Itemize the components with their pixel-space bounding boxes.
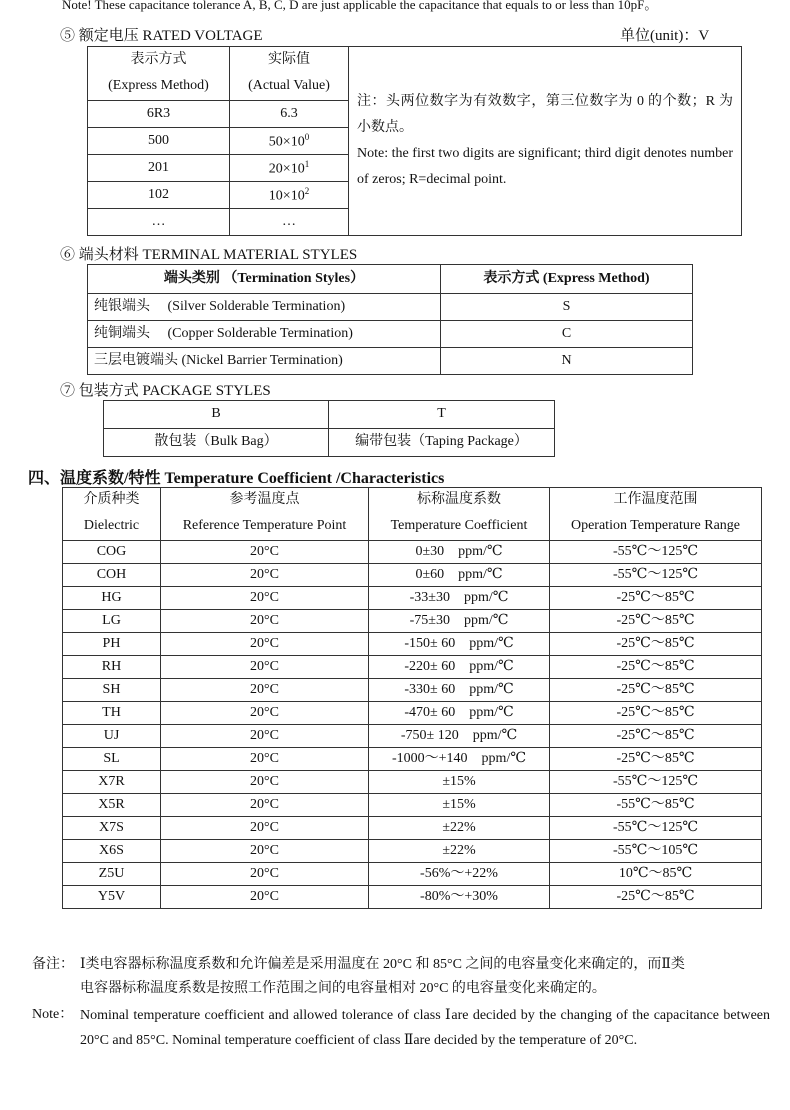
table-header-row — [63, 488, 762, 541]
package-title: ⑦ 包装方式 PACKAGE STYLES — [60, 383, 271, 399]
temp-header — [369, 488, 550, 541]
table-header-row — [88, 47, 742, 101]
table-row — [63, 610, 762, 633]
temperature-coefficient: ±22% — [369, 840, 550, 863]
reference-temperature: 20°C — [161, 794, 369, 817]
header-line: 实际值 — [268, 51, 310, 67]
dielectric: X5R — [63, 794, 161, 817]
header-line: Reference Temperature Point — [182, 518, 347, 533]
value-exponent: 2 — [304, 185, 310, 196]
temperature-coefficient: 0±60 ppm/℃ — [369, 564, 550, 587]
header-line: Dielectric — [83, 518, 140, 533]
express-code: N — [441, 348, 693, 375]
actual-value — [230, 182, 349, 209]
terminal-table — [87, 264, 693, 375]
termination-style: 纯铜端头 (Copper Solderable Termination) — [88, 321, 441, 348]
temperature-coefficient: -150± 60 ppm/℃ — [369, 633, 550, 656]
table-row — [63, 840, 762, 863]
table-row — [63, 886, 762, 909]
express-code: 102 — [88, 182, 230, 209]
temperature-coefficient: -330± 60 ppm/℃ — [369, 679, 550, 702]
package-table — [103, 400, 555, 457]
header-line: (Express Method) — [108, 77, 209, 93]
operation-range: -25℃～85℃ — [550, 886, 762, 909]
note-en-label: Note： — [32, 1007, 74, 1022]
temp-header — [63, 488, 161, 541]
package-cell: B — [104, 401, 329, 429]
dielectric: COH — [63, 564, 161, 587]
table-row — [104, 401, 555, 429]
header-line: Temperature Coefficient — [390, 518, 528, 533]
dielectric: X7S — [63, 817, 161, 840]
temp-header — [161, 488, 369, 541]
operation-range: -55℃～85℃ — [550, 794, 762, 817]
operation-range: -25℃～85℃ — [550, 610, 762, 633]
table-row — [63, 702, 762, 725]
temperature-coefficient: ±15% — [369, 771, 550, 794]
actual-value — [230, 128, 349, 155]
temperature-coefficient: -1000～+140 ppm/℃ — [369, 748, 550, 771]
note-note-cn: 注：头两位数字为有效数字，第三位数字为 0 的个数；R 为小数点。 — [357, 94, 733, 135]
value-base: 20×10 — [268, 161, 305, 177]
table-row — [63, 564, 762, 587]
operation-range: -25℃～85℃ — [550, 748, 762, 771]
header-express-method: 表示方式 (Express Method) — [441, 265, 693, 294]
reference-temperature: 20°C — [161, 541, 369, 564]
reference-temperature: 20°C — [161, 564, 369, 587]
operation-range: -25℃～85℃ — [550, 656, 762, 679]
termination-style: 三层电镀端头 (Nickel Barrier Termination) — [88, 348, 441, 375]
temp-header — [550, 488, 762, 541]
reference-temperature: 20°C — [161, 633, 369, 656]
table-row — [63, 748, 762, 771]
dielectric: TH — [63, 702, 161, 725]
reference-temperature: 20°C — [161, 817, 369, 840]
temp-coefficient-title: 四、温度系数/特性 Temperature Coefficient /Characteristics — [28, 470, 445, 487]
terminal-title: ⑥ 端头材料 TERMINAL MATERIAL STYLES — [60, 247, 358, 263]
operation-range: -55℃～125℃ — [550, 817, 762, 840]
temperature-coefficient: ±15% — [369, 794, 550, 817]
reference-temperature: 20°C — [161, 886, 369, 909]
temperature-coefficient: ±22% — [369, 817, 550, 840]
dielectric: Z5U — [63, 863, 161, 886]
dielectric: UJ — [63, 725, 161, 748]
top-note: Note! These capacitance tolerance A, B, C, D are just applicable the capacitance that equals to or less than 10pF。 — [62, 0, 658, 12]
express-code: 201 — [88, 155, 230, 182]
header-line: 表示方式 — [130, 51, 187, 67]
table-row — [63, 587, 762, 610]
operation-range: -55℃～125℃ — [550, 541, 762, 564]
header-line: 工作温度范围 — [613, 492, 698, 507]
table-row — [63, 656, 762, 679]
express-code: … — [88, 209, 230, 236]
reference-temperature: 20°C — [161, 748, 369, 771]
dielectric: LG — [63, 610, 161, 633]
package-cell: 散包装（Bulk Bag） — [104, 429, 329, 457]
table-row — [63, 863, 762, 886]
header-actual-value — [230, 47, 349, 101]
reference-temperature: 20°C — [161, 587, 369, 610]
table-row — [63, 771, 762, 794]
table-row — [63, 679, 762, 702]
header-termination-styles: 端头类别 （Termination Styles） — [88, 265, 441, 294]
table-row — [63, 817, 762, 840]
express-code: 6R3 — [88, 101, 230, 128]
header-line: 参考温度点 — [229, 492, 300, 507]
dielectric: SH — [63, 679, 161, 702]
package-cell: T — [329, 401, 555, 429]
table-row — [104, 429, 555, 457]
value-base: 10×10 — [268, 188, 305, 204]
table-row — [88, 348, 693, 375]
value-base: 50×10 — [268, 134, 305, 150]
operation-range: -25℃～85℃ — [550, 725, 762, 748]
table-row — [63, 541, 762, 564]
termination-style: 纯银端头 (Silver Solderable Termination) — [88, 294, 441, 321]
reference-temperature: 20°C — [161, 863, 369, 886]
temperature-coefficient: -56%～+22% — [369, 863, 550, 886]
rated-voltage-table — [87, 46, 742, 236]
note-en-text: Nominal temperature coefficient and allowed tolerance of class Ⅰare decided by the changing of the capacitance between 20°C and 85°C. Nominal temperature coefficient of class Ⅱare decided by the temperature of 20°C. — [80, 1008, 770, 1048]
reference-temperature: 20°C — [161, 702, 369, 725]
rated-voltage-note — [349, 47, 742, 236]
value-base: 6.3 — [280, 105, 298, 121]
operation-range: -25℃～85℃ — [550, 633, 762, 656]
temperature-coefficient: -750± 120 ppm/℃ — [369, 725, 550, 748]
temp-coefficient-table — [62, 487, 762, 909]
temperature-coefficient: 0±30 ppm/℃ — [369, 541, 550, 564]
dielectric: HG — [63, 587, 161, 610]
dielectric: SL — [63, 748, 161, 771]
express-code: C — [441, 321, 693, 348]
reference-temperature: 20°C — [161, 656, 369, 679]
dielectric: RH — [63, 656, 161, 679]
dielectric: X7R — [63, 771, 161, 794]
dielectric: X6S — [63, 840, 161, 863]
operation-range: -55℃～125℃ — [550, 771, 762, 794]
value-exponent: 0 — [304, 131, 310, 142]
rated-voltage-title: ⑤ 额定电压 RATED VOLTAGE — [60, 28, 263, 44]
reference-temperature: 20°C — [161, 725, 369, 748]
reference-temperature: 20°C — [161, 610, 369, 633]
dielectric: COG — [63, 541, 161, 564]
temperature-coefficient: -220± 60 ppm/℃ — [369, 656, 550, 679]
rated-voltage-unit: 单位(unit)：V — [620, 28, 710, 44]
package-cell: 编带包装（Taping Package） — [329, 429, 555, 457]
temperature-coefficient: -75±30 ppm/℃ — [369, 610, 550, 633]
table-row — [63, 794, 762, 817]
note-cn-line2: 电容器标称温度系数是按照工作范围之间的电容量相对 20°C 的电容量变化来确定的。 — [80, 981, 606, 996]
operation-range: -55℃～105℃ — [550, 840, 762, 863]
table-header-row — [88, 265, 693, 294]
actual-value — [230, 101, 349, 128]
actual-value — [230, 155, 349, 182]
table-row — [88, 294, 693, 321]
table-row — [88, 321, 693, 348]
operation-range: -55℃～125℃ — [550, 564, 762, 587]
value-base: … — [282, 213, 296, 229]
header-express-method — [88, 47, 230, 101]
table-row — [63, 633, 762, 656]
header-line: Operation Temperature Range — [570, 518, 741, 533]
express-code: S — [441, 294, 693, 321]
note-cn-line1: Ⅰ类电容器标称温度系数和允许偏差是采用温度在 20°C 和 85°C 之间的电容量变化来确定的，而Ⅱ类 — [80, 957, 685, 972]
value-exponent: 1 — [304, 158, 310, 169]
table-row — [63, 725, 762, 748]
temperature-coefficient: -33±30 ppm/℃ — [369, 587, 550, 610]
note-note-en: Note: the first two digits are significant; third digit denotes number of zeros; R=decimal point. — [357, 146, 733, 187]
dielectric: Y5V — [63, 886, 161, 909]
operation-range: 10℃～85℃ — [550, 863, 762, 886]
operation-range: -25℃～85℃ — [550, 702, 762, 725]
temperature-coefficient: -470± 60 ppm/℃ — [369, 702, 550, 725]
header-line: 标称温度系数 — [417, 492, 501, 507]
header-line: (Actual Value) — [248, 77, 330, 93]
dielectric: PH — [63, 633, 161, 656]
operation-range: -25℃～85℃ — [550, 679, 762, 702]
reference-temperature: 20°C — [161, 771, 369, 794]
operation-range: -25℃～85℃ — [550, 587, 762, 610]
reference-temperature: 20°C — [161, 840, 369, 863]
reference-temperature: 20°C — [161, 679, 369, 702]
temperature-coefficient: -80%～+30% — [369, 886, 550, 909]
actual-value — [230, 209, 349, 236]
note-cn-label: 备注： — [32, 957, 74, 972]
header-line: 介质种类 — [83, 492, 140, 507]
express-code: 500 — [88, 128, 230, 155]
